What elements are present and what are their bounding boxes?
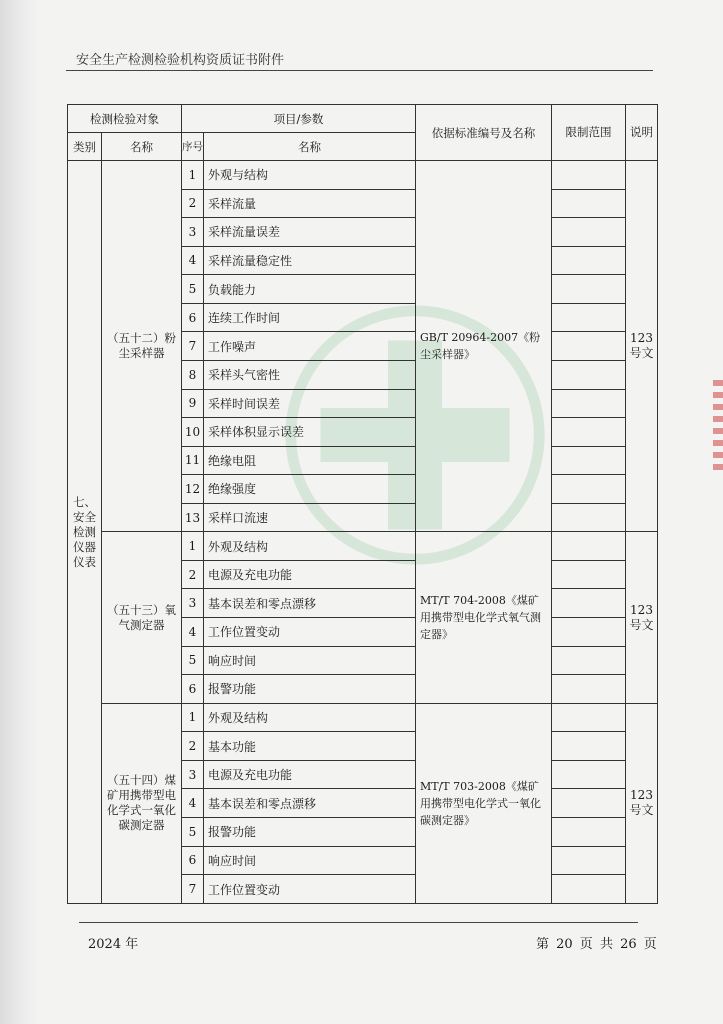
item-seq-cell: 12	[182, 475, 204, 504]
limit-cell	[552, 332, 626, 361]
footer-page-number: 第 20 页 共 26 页	[536, 937, 657, 952]
item-seq-cell: 11	[182, 446, 204, 475]
header-standard: 依据标准编号及名称	[416, 105, 552, 161]
item-name-cell: 报警功能	[204, 817, 416, 846]
limit-cell	[552, 817, 626, 846]
limit-cell	[552, 189, 626, 218]
item-name-cell: 负载能力	[204, 275, 416, 304]
item-seq-cell: 7	[182, 332, 204, 361]
item-seq-cell: 9	[182, 389, 204, 418]
item-name-cell: 响应时间	[204, 846, 416, 875]
limit-cell	[552, 789, 626, 818]
header-note: 说明	[626, 105, 658, 161]
item-seq-cell: 7	[182, 875, 204, 904]
item-seq-cell: 8	[182, 360, 204, 389]
object-name-cell: （五十三）氧气测定器	[102, 532, 182, 703]
item-seq-cell: 4	[182, 246, 204, 275]
limit-cell	[552, 875, 626, 904]
limit-cell	[552, 218, 626, 247]
red-stamp-edge	[713, 380, 723, 470]
item-seq-cell: 3	[182, 760, 204, 789]
header-object: 检测检验对象	[68, 105, 182, 133]
item-seq-cell: 4	[182, 618, 204, 647]
item-name-cell: 采样流量	[204, 189, 416, 218]
item-seq-cell: 6	[182, 846, 204, 875]
item-seq-cell: 1	[182, 161, 204, 190]
item-name-cell: 采样流量稳定性	[204, 246, 416, 275]
item-seq-cell: 13	[182, 503, 204, 532]
standard-cell: GB/T 20964-2007《粉尘采样器》	[416, 161, 552, 532]
limit-cell	[552, 418, 626, 447]
limit-cell	[552, 675, 626, 704]
item-seq-cell: 1	[182, 703, 204, 732]
limit-cell	[552, 760, 626, 789]
item-name-cell: 基本误差和零点漂移	[204, 589, 416, 618]
item-seq-cell: 10	[182, 418, 204, 447]
table-row	[68, 161, 658, 190]
item-name-cell: 采样头气密性	[204, 360, 416, 389]
limit-cell	[552, 589, 626, 618]
table-row	[68, 703, 658, 732]
item-name-cell: 采样流量误差	[204, 218, 416, 247]
item-name-cell: 采样时间误差	[204, 389, 416, 418]
header-category: 类别	[68, 133, 102, 161]
item-name-cell: 响应时间	[204, 646, 416, 675]
item-name-cell: 外观及结构	[204, 532, 416, 561]
item-name-cell: 采样口流速	[204, 503, 416, 532]
page-binding-edge	[0, 0, 38, 1024]
item-seq-cell: 5	[182, 646, 204, 675]
item-seq-cell: 5	[182, 817, 204, 846]
header-divider	[66, 70, 653, 71]
item-seq-cell: 2	[182, 560, 204, 589]
limit-cell	[552, 446, 626, 475]
limit-cell	[552, 503, 626, 532]
object-name-cell: （五十四）煤矿用携带型电化学式一氧化碳测定器	[102, 703, 182, 903]
item-seq-cell: 3	[182, 589, 204, 618]
item-name-cell: 绝缘电阻	[204, 446, 416, 475]
limit-cell	[552, 246, 626, 275]
item-name-cell: 工作位置变动	[204, 875, 416, 904]
header-seq: 序号	[182, 133, 204, 161]
limit-cell	[552, 389, 626, 418]
object-name-cell: （五十二）粉尘采样器	[102, 161, 182, 532]
item-name-cell: 报警功能	[204, 675, 416, 704]
item-name-cell: 外观及结构	[204, 703, 416, 732]
item-name-cell: 工作位置变动	[204, 618, 416, 647]
limit-cell	[552, 475, 626, 504]
footer-year: 2024 年	[88, 937, 139, 952]
item-name-cell: 基本功能	[204, 732, 416, 761]
limit-cell	[552, 303, 626, 332]
limit-cell	[552, 732, 626, 761]
limit-cell	[552, 846, 626, 875]
item-seq-cell: 4	[182, 789, 204, 818]
item-seq-cell: 2	[182, 189, 204, 218]
limit-cell	[552, 360, 626, 389]
item-seq-cell: 6	[182, 303, 204, 332]
item-seq-cell: 3	[182, 218, 204, 247]
note-cell: 123号文	[626, 532, 658, 703]
limit-cell	[552, 703, 626, 732]
limit-cell	[552, 646, 626, 675]
table-row	[68, 532, 658, 561]
item-name-cell: 采样体积显示误差	[204, 418, 416, 447]
note-cell: 123号文	[626, 161, 658, 532]
item-name-cell: 连续工作时间	[204, 303, 416, 332]
category-cell: 七、安全检测仪器仪表	[68, 161, 102, 904]
item-name-cell: 工作噪声	[204, 332, 416, 361]
standard-cell: MT/T 703-2008《煤矿用携带型电化学式一氧化碳测定器》	[416, 703, 552, 903]
item-seq-cell: 5	[182, 275, 204, 304]
page-header-title: 安全生产检测检验机构资质证书附件	[76, 53, 285, 68]
limit-cell	[552, 275, 626, 304]
limit-cell	[552, 161, 626, 190]
limit-cell	[552, 618, 626, 647]
item-name-cell: 基本误差和零点漂移	[204, 789, 416, 818]
footer-divider	[79, 922, 638, 923]
header-limit: 限制范围	[552, 105, 626, 161]
limit-cell	[552, 532, 626, 561]
item-name-cell: 电源及充电功能	[204, 560, 416, 589]
header-name: 名称	[102, 133, 182, 161]
item-seq-cell: 6	[182, 675, 204, 704]
item-seq-cell: 2	[182, 732, 204, 761]
header-params: 项目/参数	[182, 105, 416, 133]
header-item-name: 名称	[204, 133, 416, 161]
limit-cell	[552, 560, 626, 589]
item-name-cell: 电源及充电功能	[204, 760, 416, 789]
qualification-table	[67, 104, 658, 904]
standard-cell: MT/T 704-2008《煤矿用携带型电化学式氧气测定器》	[416, 532, 552, 703]
item-seq-cell: 1	[182, 532, 204, 561]
item-name-cell: 外观与结构	[204, 161, 416, 190]
note-cell: 123号文	[626, 703, 658, 903]
item-name-cell: 绝缘强度	[204, 475, 416, 504]
